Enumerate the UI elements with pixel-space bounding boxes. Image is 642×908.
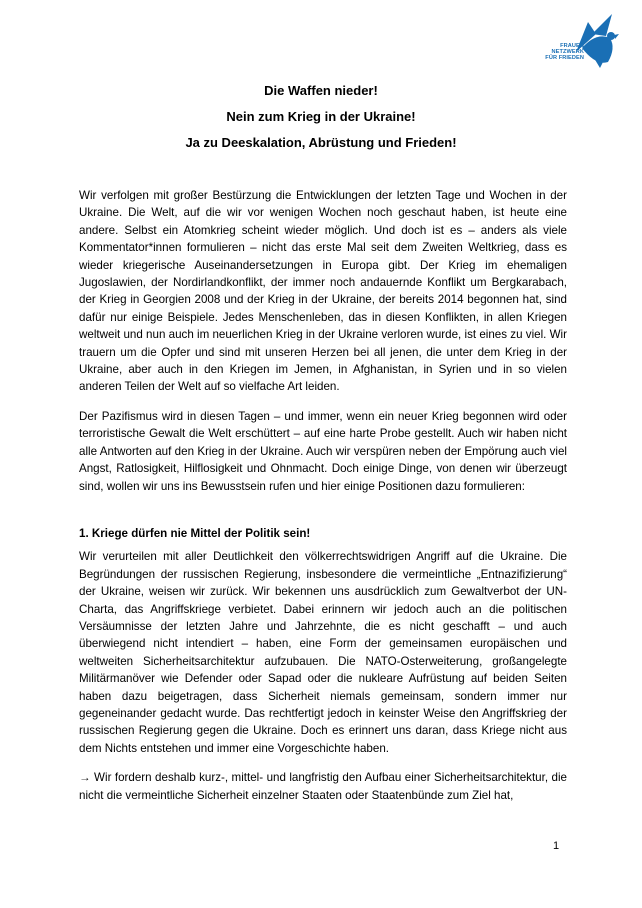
logo-text-line2: NETZWERK	[551, 49, 584, 55]
section-heading-1: 1. Kriege dürfen nie Mittel der Politik sein!	[79, 526, 311, 540]
title-line-3: Ja zu Deeskalation, Abrüstung und Frieden!	[185, 135, 457, 150]
document-body	[79, 187, 567, 816]
document-title	[0, 78, 642, 156]
paragraph-section-1: Wir verurteilen mit aller Deutlichkeit den völkerrechtswidrigen Angriff auf die Ukraine. Die Begründungen der russischen Regierung, insbesondere die vermeintliche „Entnazifizierung“ der Ukraine, weisen wir zurück. Wir bekennen uns ausdrücklich zum Gewaltverbot der UN-Charta, das Angriffskriege verbietet. Dabei erinnern wir jedoch auch an die politischen Versäumnisse der letzten Jahre und Jahrzehnte, die es nicht geschafft – und auch überwiegend nicht intendiert – haben, eine Form der gemeinsamen europäischen und weltweiten Sicherheitsarchitektur aufzubauen. Die NATO-Osterweiterung, großangelegte Militärmanöver wie Defender oder Sapad oder die nukleare Aufrüstung auf beiden Seiten haben dazu beigetragen, dass Sicherheit niemals gemeinsam, sondern immer nur gegeneinander gedacht wurde. Das rechtfertigt jedoch in keinster Weise den Angriffskrieg der russischen Regierung gegen die Ukraine. Doch es erinnert uns daran, dass Kriege nicht aus dem Nichts entstehen und immer eine Vorgeschichte haben.	[79, 550, 567, 755]
page-number: 1	[553, 840, 560, 852]
paragraph-demand: → Wir fordern deshalb kurz-, mittel- und langfristig den Aufbau einer Sicherheitsarchitektur, die nicht die vermeintliche Sicherheit einzelner Staaten oder Staatenbünde zum Ziel hat,	[79, 771, 567, 802]
title-line-1: Die Waffen nieder!	[264, 83, 378, 98]
title-line-2: Nein zum Krieg in der Ukraine!	[226, 109, 416, 124]
paragraph-intro: Wir verfolgen mit großer Bestürzung die Entwicklungen der letzten Tage und Wochen in der Ukraine. Die Welt, auf die wir vor wenigen Wochen noch geschaut haben, ist heute eine andere. Selbst ein Atomkrieg scheint wieder möglich. Und doch ist es – anders als viele Kommentator*innen formulieren – nicht das erste Mal seit dem Zweiten Weltkrieg, dass es wieder kriegerische Auseinandersetzungen in Europa gibt. Der Krieg im ehemaligen Jugoslawien, der Nordirlandkonflikt, der immer noch andauernde Konflikt um Bergkarabach, der Krieg in Georgien 2008 und der Krieg in der Ukraine, der bereits 2014 begonnen hat, sind dafür nur einige Beispiele. Jedes Menschenleben, das in diesen Konflikten, in allen Kriegen weltweit und nun auch im neuerlichen Krieg in der Ukraine verloren wurde, ist eines zu viel. Wir trauern um die Opfer und sind mit unseren Herzen bei all jenen, die unter dem Krieg in der Ukraine, aber auch in den Kriegen im Jemen, in Afghanistan, in Syrien und in so vielen anderen Teilen der Welt auf so vielfache Art leiden.	[79, 189, 567, 394]
paragraph-pacifism: Der Pazifismus wird in diesen Tagen – und immer, wenn ein neuer Krieg begonnen wird oder terroristische Gewalt die Welt erschüttert – auf eine harte Probe gestellt. Auch wir haben nicht alle Antworten auf den Krieg in der Ukraine. Auch wir verspüren neben der Empörung auch viel Angst, Ratlosigkeit, Hilflosigkeit und Ohnmacht. Doch einige Dinge, von denen wir überzeugt sind, wollen wir uns ins Bewusstsein rufen und hier einige Positionen dazu formulieren:	[79, 409, 567, 493]
logo-text-line1: FRAUEN	[560, 43, 584, 49]
organization-logo	[528, 12, 620, 70]
logo-text-line3: FÜR FRIEDEN	[545, 55, 584, 61]
